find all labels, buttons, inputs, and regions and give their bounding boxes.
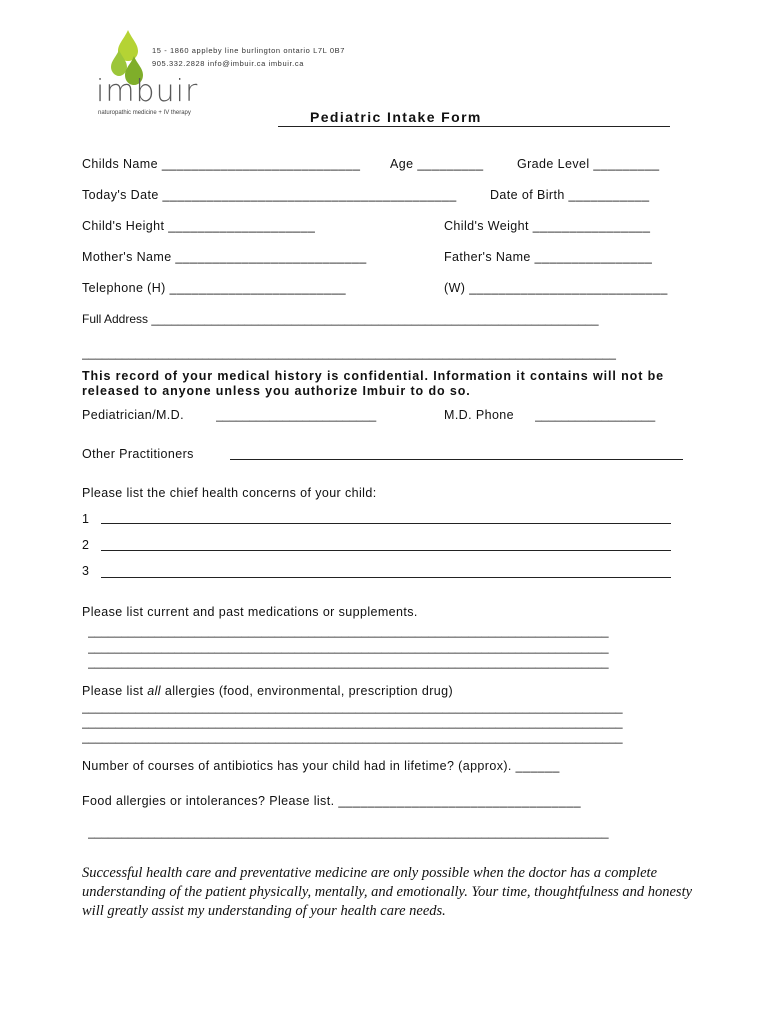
todays-date-field[interactable]: Today's Date ________________________________________ [82, 188, 457, 202]
brand-tagline: naturopathic medicine + IV therapy [98, 110, 191, 116]
medications-line-3[interactable]: ______________________________________________________________________________ [88, 655, 609, 669]
md-phone-label: M.D. Phone [444, 408, 515, 422]
md-phone-input[interactable]: __________________ [535, 408, 656, 422]
concern-number-3: 3 [82, 564, 90, 578]
other-practitioners-input[interactable] [230, 459, 683, 460]
allergies-line-3[interactable]: _________________________________________________________________________________ [82, 730, 623, 744]
grade-level-field[interactable]: Grade Level _________ [517, 157, 660, 171]
closing-statement: Successful health care and preventative medicine are only possible when the doctor has a complete understanding of the patient physically, mentally, and emotionally. Your time, thoughtfulness and honesty will greatly assist my understanding of your health care needs. [82, 865, 693, 919]
title-rule [278, 126, 670, 127]
medications-line-2[interactable]: ______________________________________________________________________________ [88, 640, 609, 654]
address-line: 15 - 1860 appleby line burlington ontario L7L 0B7 [152, 46, 345, 55]
allergies-prompt-end: allergies (food, environmental, prescription drug) [160, 684, 454, 698]
concern-number-1: 1 [82, 512, 90, 526]
age-field[interactable]: Age _________ [390, 157, 484, 171]
childs-name-field[interactable]: Childs Name ___________________________ [82, 157, 361, 171]
address-line-2-field[interactable]: ________________________________________________________________________________ [82, 346, 616, 360]
childs-height-field[interactable]: Child's Height ____________________ [82, 219, 316, 233]
mothers-name-field[interactable]: Mother's Name __________________________ [82, 250, 367, 264]
concern-line-1[interactable] [101, 523, 671, 524]
fathers-name-field[interactable]: Father's Name ________________ [444, 250, 653, 264]
page-title: Pediatric Intake Form [310, 109, 482, 125]
pediatrician-input[interactable]: ________________________ [216, 408, 377, 422]
brand-name: imbuir [96, 74, 199, 109]
confidential-notice-line1: This record of your medical history is confidential. Information it contains will not be [82, 369, 665, 383]
concern-line-2[interactable] [101, 550, 671, 551]
medications-prompt: Please list current and past medications or supplements. [82, 605, 418, 619]
allergies-line-1[interactable]: _________________________________________________________________________________ [82, 700, 623, 714]
childs-weight-field[interactable]: Child's Weight ________________ [444, 219, 651, 233]
date-of-birth-field[interactable]: Date of Birth ___________ [490, 188, 650, 202]
contact-line: 905.332.2828 info@imbuir.ca imbuir.ca [152, 59, 304, 68]
full-address-field[interactable]: Full Address ___________________________________________________________________ [82, 312, 599, 326]
food-allergies-field[interactable]: Food allergies or intolerances? Please list. _________________________________ [82, 794, 581, 808]
medications-line-1[interactable]: ______________________________________________________________________________ [88, 624, 609, 638]
concerns-prompt: Please list the chief health concerns of your child: [82, 486, 377, 500]
allergies-prompt [82, 684, 453, 698]
antibiotics-field[interactable]: Number of courses of antibiotics has your child had in lifetime? (approx). ______ [82, 759, 560, 773]
confidential-notice-line2: released to anyone unless you authorize Imbuir to do so. [82, 384, 471, 398]
pediatrician-label: Pediatrician/M.D. [82, 408, 184, 422]
allergies-prompt-emphasis: all [147, 684, 161, 698]
allergies-line-2[interactable]: _________________________________________________________________________________ [82, 715, 623, 729]
allergies-prompt-start: Please list [82, 684, 148, 698]
telephone-work-field[interactable]: (W) ___________________________ [444, 281, 668, 295]
concern-line-3[interactable] [101, 577, 671, 578]
other-practitioners-label: Other Practitioners [82, 447, 194, 461]
telephone-home-field[interactable]: Telephone (H) ________________________ [82, 281, 347, 295]
food-allergies-line-2[interactable]: ______________________________________________________________________________ [88, 825, 609, 839]
concern-number-2: 2 [82, 538, 90, 552]
